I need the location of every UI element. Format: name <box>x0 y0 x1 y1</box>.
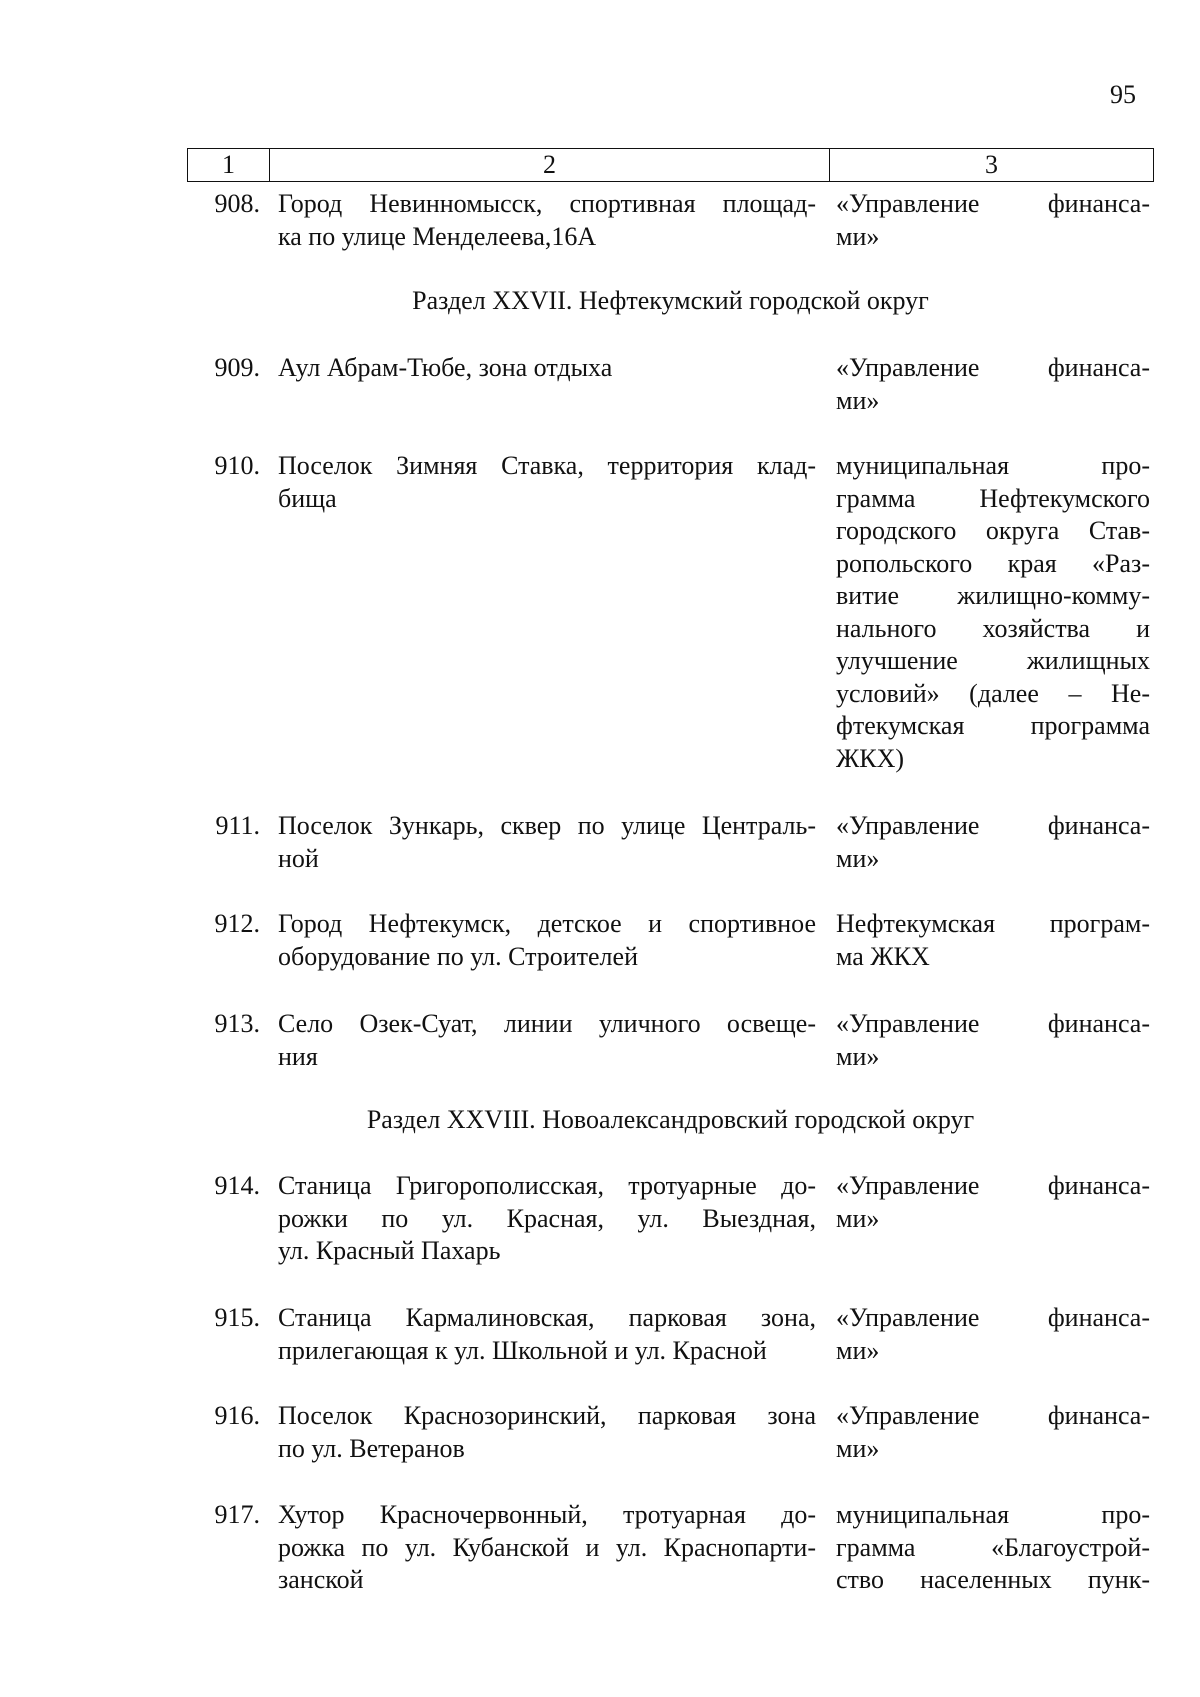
row-source <box>836 1400 1150 1465</box>
text-line: нального хозяйства и <box>836 613 1150 643</box>
text-line: «Управление финанса- <box>836 1401 1150 1430</box>
text-line: ми» <box>836 1335 880 1365</box>
text-line: грамма «Благоустрой- <box>836 1532 1150 1562</box>
text-line: ка по улице Менделеева,16А <box>278 221 597 251</box>
text-line: ми» <box>836 1203 880 1233</box>
text-line: Город Невинномысск, спортивная площад- <box>278 189 816 218</box>
text-line: «Управление финанса- <box>836 189 1150 218</box>
section-title: Раздел XXVIII. Новоалександровский городской округ <box>366 1105 975 1134</box>
row-source <box>836 450 1150 775</box>
column-header-1: 1 <box>188 149 270 181</box>
text-line: фтекумская программа <box>836 711 1150 740</box>
text-line: ма ЖКХ <box>836 941 930 971</box>
row-number: 915. <box>214 1303 260 1332</box>
row-description <box>278 908 816 973</box>
text-line: по ул. Ветеранов <box>278 1433 465 1463</box>
text-line: ной <box>278 843 319 873</box>
text-line: ми» <box>836 385 880 415</box>
row-description <box>278 1170 816 1268</box>
row-source <box>836 1170 1150 1235</box>
row-source <box>836 1008 1150 1073</box>
row-description <box>278 810 816 875</box>
row-description <box>278 188 816 253</box>
text-line: «Управление финанса- <box>836 353 1150 382</box>
text-line: Поселок Зимняя Ставка, территория клад- <box>278 451 816 480</box>
text-line: Нефтекумская програм- <box>836 909 1150 938</box>
row-source <box>836 1499 1150 1597</box>
column-header-3: 3 <box>985 150 998 179</box>
text-line: Хутор Красночервонный, тротуарная до- <box>278 1500 816 1529</box>
text-line: Город Нефтекумск, детское и спортивное <box>278 909 816 938</box>
text-line: прилегающая к ул. Школьной и ул. Красной <box>278 1335 767 1365</box>
text-line: ния <box>278 1041 318 1071</box>
row-source <box>836 352 1150 417</box>
text-line: Станица Григорополисская, тротуарные до- <box>278 1171 816 1200</box>
text-line: ство населенных пунк- <box>836 1565 1150 1594</box>
text-line: рожки по ул. Красная, ул. Выездная, <box>278 1203 816 1233</box>
text-line: ул. Красный Пахарь <box>278 1236 501 1265</box>
text-line: муниципальная про- <box>836 451 1150 480</box>
row-description <box>278 1008 816 1073</box>
row-description <box>278 1499 816 1597</box>
row-description <box>278 450 816 515</box>
row-source <box>836 188 1150 253</box>
text-line: ми» <box>836 1041 880 1071</box>
text-line: ми» <box>836 843 880 873</box>
text-line: ми» <box>836 1433 880 1463</box>
text-line: занской <box>278 1565 364 1594</box>
section-title: Раздел XXVII. Нефтекумский городской округ <box>412 286 929 315</box>
text-line: рожка по ул. Кубанской и ул. Краснопарти- <box>278 1532 816 1562</box>
text-line: улучшение жилищных <box>836 646 1150 675</box>
row-source <box>836 1302 1150 1367</box>
text-line: условий» (далее – Не- <box>836 678 1150 708</box>
row-number: 909. <box>214 353 260 382</box>
text-line: Поселок Краснозоринский, парковая зона <box>278 1401 816 1430</box>
row-source <box>836 810 1150 875</box>
row-description <box>278 352 816 385</box>
row-number: 917. <box>214 1500 260 1529</box>
row-number: 912. <box>214 909 260 938</box>
text-line: витие жилищно-комму- <box>836 581 1150 610</box>
text-line: Поселок Зункарь, сквер по улице Централь- <box>278 811 816 840</box>
text-line: ми» <box>836 221 880 251</box>
row-source <box>836 908 1150 973</box>
row-number: 910. <box>214 451 260 480</box>
row-number: 908. <box>214 189 260 218</box>
row-description <box>278 1400 816 1465</box>
row-number: 911. <box>215 811 260 840</box>
text-line: Станица Кармалиновская, парковая зона, <box>278 1303 816 1332</box>
row-description <box>278 1302 816 1367</box>
text-line: «Управление финанса- <box>836 1009 1150 1038</box>
text-line: Село Озек-Суат, линии уличного освеще- <box>278 1009 816 1038</box>
text-line: ропольского края «Раз- <box>836 548 1150 578</box>
table-header <box>187 148 1154 182</box>
text-line: оборудование по ул. Строителей <box>278 941 638 971</box>
page-number: 95 <box>1110 80 1136 109</box>
text-line: «Управление финанса- <box>836 811 1150 840</box>
text-line: «Управление финанса- <box>836 1303 1150 1332</box>
row-number: 914. <box>214 1171 260 1200</box>
row-number: 913. <box>214 1009 260 1038</box>
text-line: «Управление финанса- <box>836 1171 1150 1200</box>
text-line: городского округа Став- <box>836 516 1150 545</box>
text-line: бища <box>278 483 337 513</box>
text-line: грамма Нефтекумского <box>836 483 1150 513</box>
text-line: Аул Абрам-Тюбе, зона отдыха <box>278 353 613 382</box>
text-line: ЖКХ) <box>836 743 905 773</box>
text-line: муниципальная про- <box>836 1500 1150 1529</box>
row-number: 916. <box>214 1401 260 1430</box>
column-header-2: 2 <box>270 149 830 181</box>
